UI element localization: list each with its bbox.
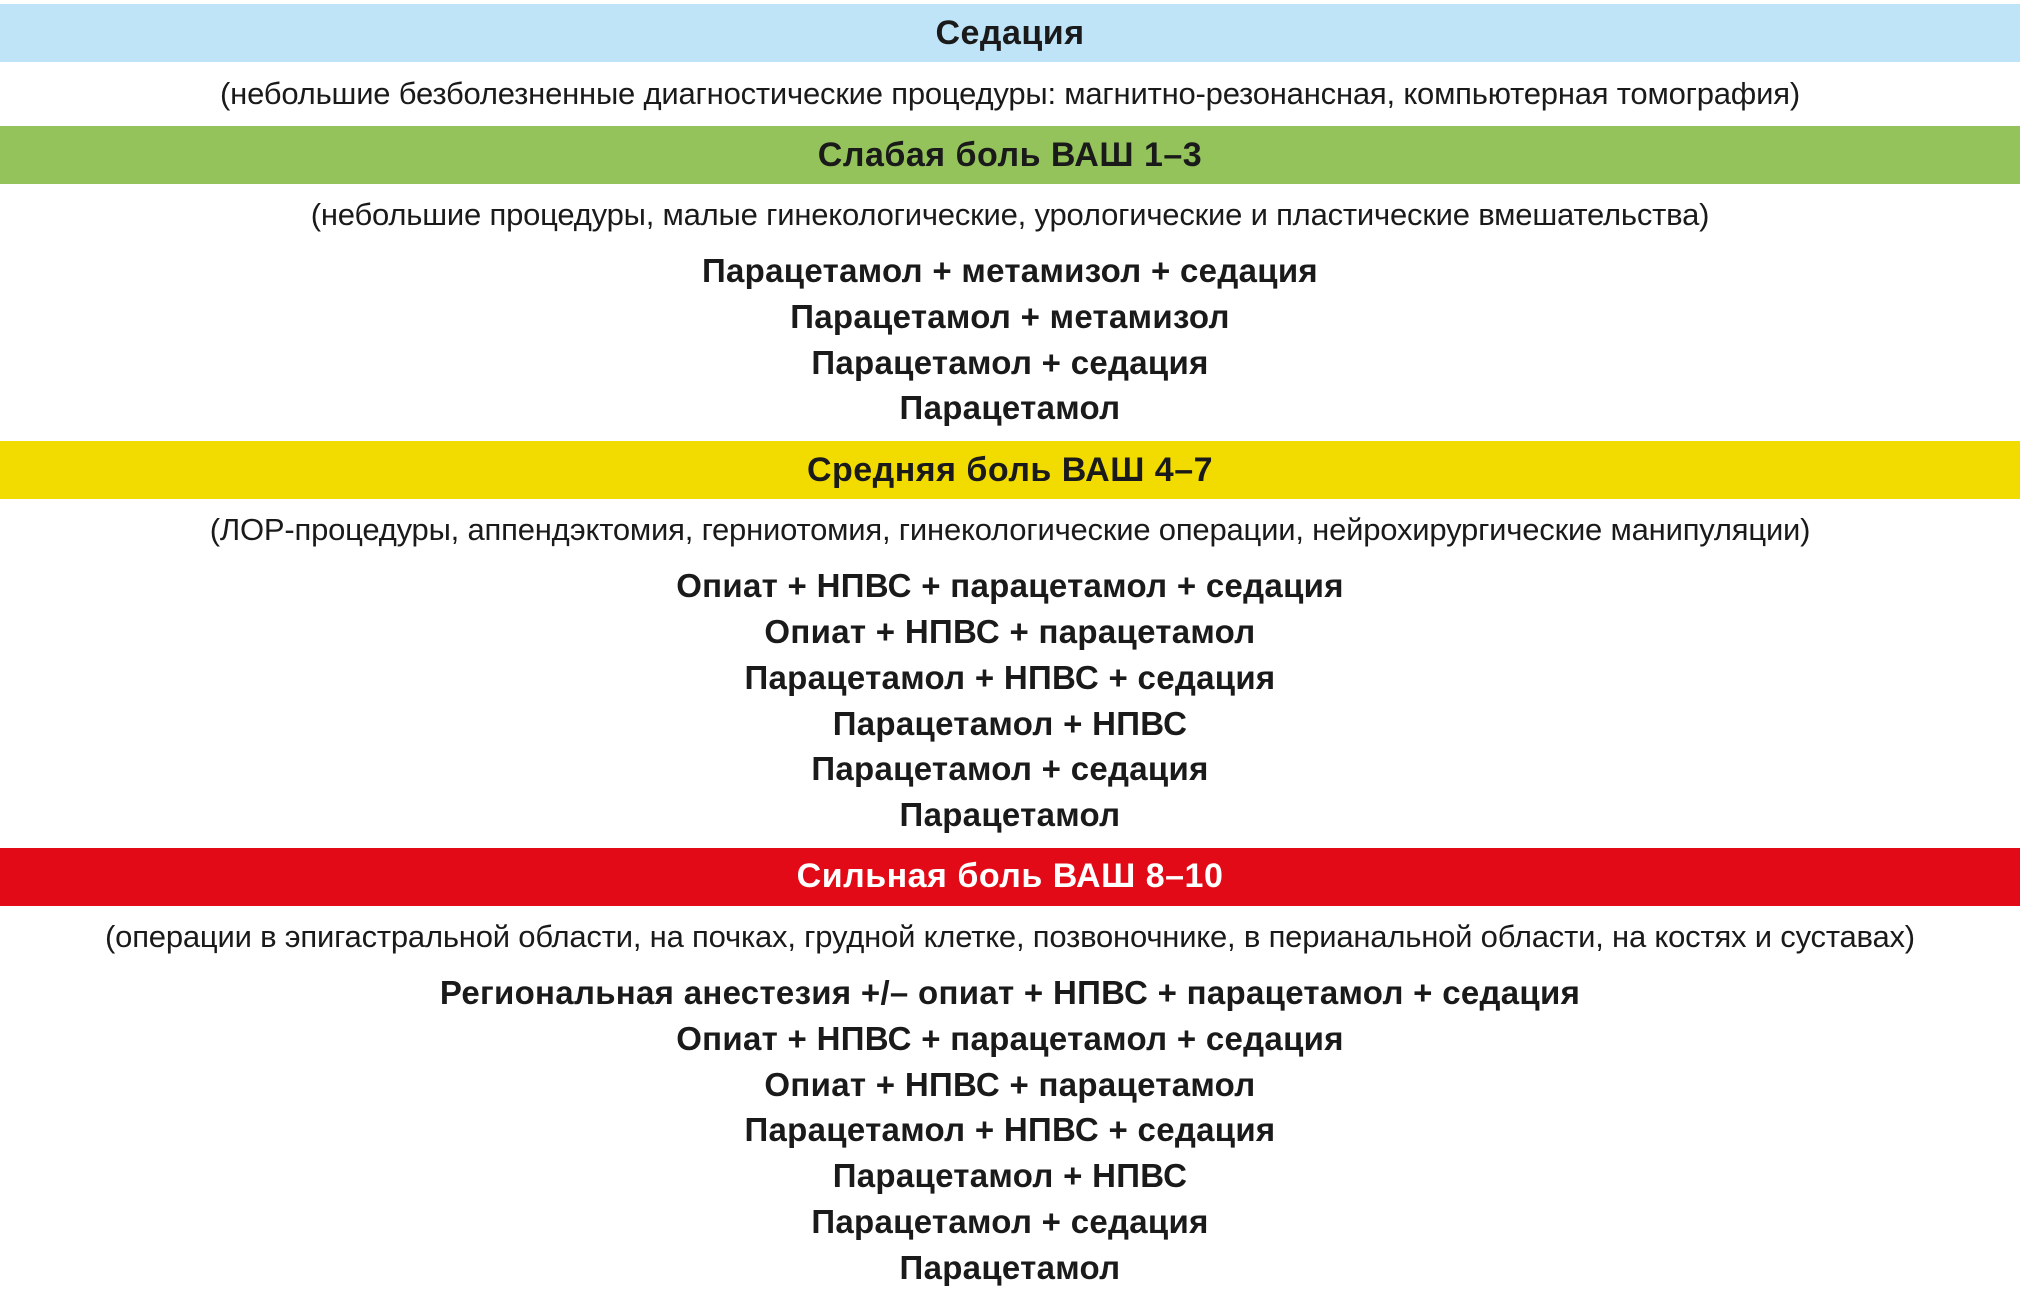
treatment-option: Парацетамол + седация [811,343,1209,381]
section-description: (операции в эпигастральной области, на почках, грудной клетке, позвоночнике, в перианальной области, на костях и суставах) [105,918,1915,954]
section-description: (ЛОР-процедуры, аппендэктомия, герниотомия, гинекологические операции, нейрохирургические манипуляции) [209,512,1811,548]
treatment-options [0,968,2020,1301]
treatment-option: Парацетамол [899,1248,1121,1286]
treatment-option: Парацетамол + НПВС + седация [744,1111,1276,1149]
section-severe-pain [0,848,2020,1301]
section-sedation [0,4,2020,126]
section-header [0,126,2020,184]
treatment-option: Опиат + НПВС + парацетамол [764,1065,1256,1103]
treatment-option: Парацетамол + седация [811,750,1209,788]
section-description: (небольшие безболезненные диагностические процедуры: магнитно-резонансная, компьютерная томография) [220,76,1800,111]
section-mild-pain [0,126,2020,441]
treatment-option: Парацетамол + седация [811,1202,1209,1240]
section-moderate-pain [0,441,2020,848]
section-header [0,441,2020,499]
treatment-option: Парацетамол + НПВС [832,1157,1188,1195]
section-title: Средняя боль ВАШ 4–7 [806,450,1214,489]
section-description: (небольшие процедуры, малые гинекологические, урологические и пластические вмешательства) [310,197,1710,232]
treatment-option: Опиат + НПВС + парацетамол + седация [676,1019,1344,1057]
treatment-option: Парацетамол [899,389,1121,427]
section-header [0,848,2020,906]
treatment-option: Опиат + НПВС + парацетамол + седация [676,567,1344,605]
treatment-options [0,246,2020,441]
treatment-option: Региональная анестезия +/– опиат + НПВС + парацетамол + седация [439,973,1581,1011]
section-title: Седация [935,13,1085,52]
section-title: Слабая боль ВАШ 1–3 [817,135,1203,174]
treatment-options [0,561,2020,848]
section-header [0,4,2020,62]
section-title: Сильная боль ВАШ 8–10 [796,857,1224,896]
treatment-option: Парацетамол + метамизол + седация [702,252,1318,289]
treatment-option: Парацетамол [899,796,1121,834]
treatment-option: Парацетамол + НПВС + седация [744,658,1276,696]
treatment-option: Опиат + НПВС + парацетамол [764,612,1256,650]
treatment-option: Парацетамол + НПВС [832,704,1188,742]
treatment-option: Парацетамол + метамизол [790,297,1230,335]
